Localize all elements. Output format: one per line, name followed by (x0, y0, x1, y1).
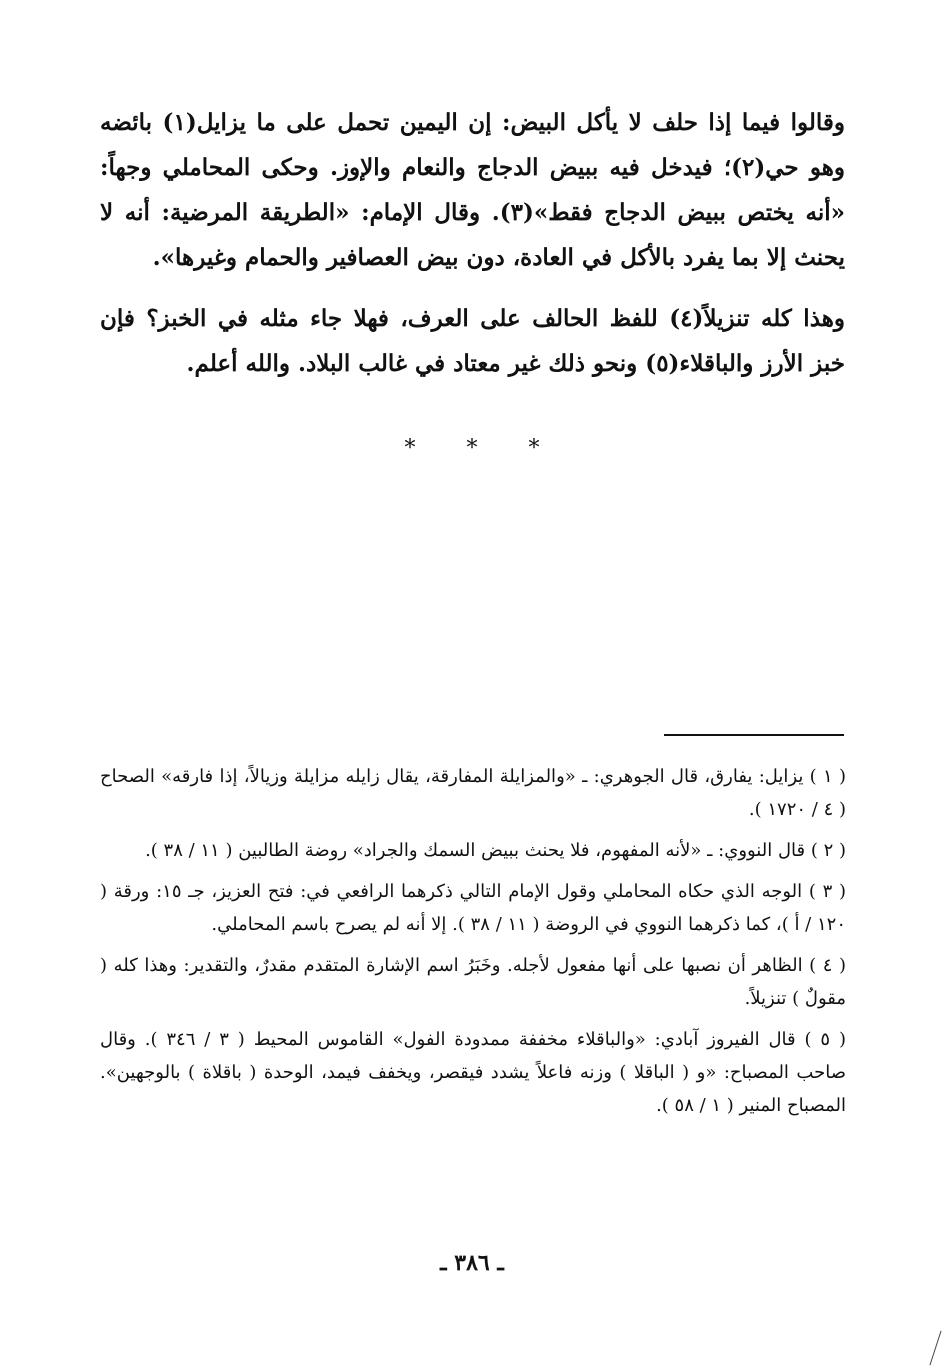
footnotes (100, 760, 846, 1130)
footnote-5: ( ٥ ) قال الفيروز آبادي: «والباقلاء مخففة ممدودة الفول» القاموس المحيط ( ٣ / ٣٤٦ ). وقال صاحب المصباح: «و ( الباقلا ) وزنه فاعلاً يشدد فيقصر، ويخفف فيمد، الوحدة ( باقلاة ) بالوجهين». المصباح المنير ( ١ / ٥٨ ). (100, 1029, 847, 1116)
separator-asterisk: * (528, 436, 540, 461)
footnote-4: ( ٤ ) الظاهر أن نصبها على أنها مفعول لأجله. وخَبَرُ اسم الإشارة المتقدم مقدرٌ، والتقدير: وهذا كله ( مقولٌ ) تنزيلاً. (100, 955, 847, 1009)
page-edge-mark (929, 1331, 941, 1366)
footnote-1: ( ١ ) يزايل: يفارق، قال الجوهري: ـ «والمزايلة المفارقة، يقال زايله مزايلة وزيالاً، إذا فارقه» الصحاح ( ٤ / ١٧٢٠ ). (100, 766, 846, 820)
footnote-3: ( ٣ ) الوجه الذي حكاه المحاملي وقول الإمام التالي ذكرهما الرافعي في: فتح العزيز، جـ ١٥: ورقة ( ١٢٠ / أ )، كما ذكرهما النووي في الروضة ( ١١ / ٣٨ ). إلا أنه لم يصرح باسم المحاملي. (100, 881, 846, 935)
main-paragraph-2: وهذا كله تنزيلاً(٤) للفظ الحالف على العرف، فهلا جاء مثله في الخبز؟ فإن خبز الأرز والباقلاء(٥) ونحو ذلك غير معتاد في غالب البلاد. والله أعلم. (100, 305, 845, 377)
section-separator (0, 436, 944, 461)
separator-asterisk: * (466, 436, 478, 461)
page-number: ـ ٣٨٦ ـ (440, 1250, 504, 1276)
main-text (100, 100, 845, 402)
separator-asterisk: * (404, 436, 416, 461)
main-paragraph-1: وقالوا فيما إذا حلف لا يأكل البيض: إن اليمين تحمل على ما يزايل(١) بائضه وهو حي(٢)؛ فيدخل فيه ببيض الدجاج والنعام والإوز. وحكى المحاملي وجهاً: «أنه يختص ببيض الدجاج فقط»(٣). وقال الإمام: «الطريقة المرضية: أنه لا يحنث إلا بما يفرد بالأكل في العادة، دون بيض العصافير والحمام وغيرها». (100, 109, 845, 271)
footnote-divider (664, 734, 844, 736)
footnote-2: ( ٢ ) قال النووي: ـ «لأنه المفهوم، فلا يحنث ببيض السمك والجراد» روضة الطالبين ( ١١ / ٣٨ ). (145, 840, 846, 861)
